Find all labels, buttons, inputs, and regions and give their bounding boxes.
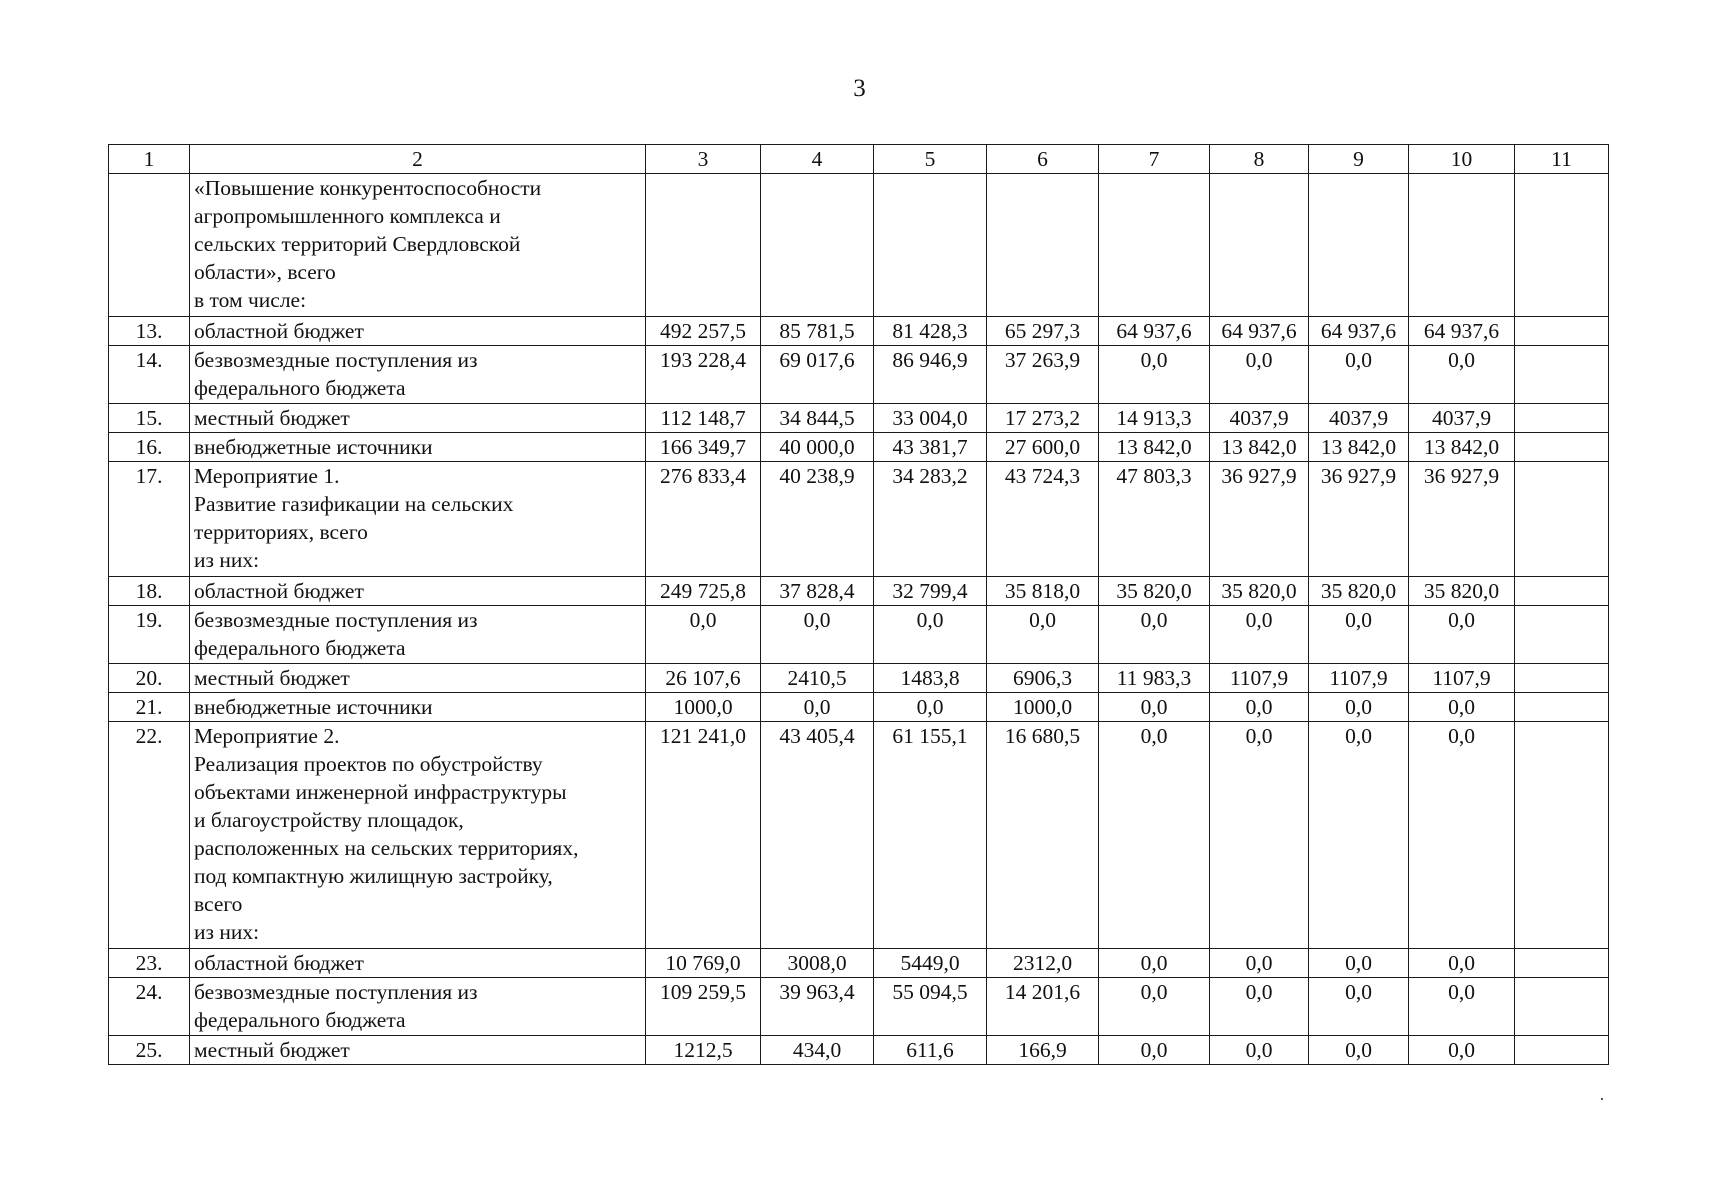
value-cell-col-11 [1515, 346, 1609, 404]
column-header-6: 6 [987, 145, 1099, 174]
value-cell-col-3: 492 257,5 [646, 317, 761, 346]
row-number: 18. [109, 577, 190, 606]
row-name [190, 606, 646, 664]
row-name-line: внебюджетные источники [194, 435, 433, 459]
row-name [190, 693, 646, 722]
value-cell-col-11 [1515, 462, 1609, 577]
row-name-line: объектами инженерной инфраструктуры [194, 780, 567, 804]
value-cell-col-10: 1107,9 [1409, 664, 1515, 693]
row-number: 22. [109, 722, 190, 949]
row-number: 16. [109, 433, 190, 462]
value-cell-col-3: 1212,5 [646, 1036, 761, 1065]
value-cell-col-10: 0,0 [1409, 949, 1515, 978]
value-cell-col-3: 26 107,6 [646, 664, 761, 693]
column-header-8: 8 [1210, 145, 1309, 174]
row-number: 15. [109, 404, 190, 433]
value-cell-col-8 [1210, 174, 1309, 317]
value-cell-col-8: 36 927,9 [1210, 462, 1309, 577]
value-cell-col-8: 35 820,0 [1210, 577, 1309, 606]
value-cell-col-5: 32 799,4 [874, 577, 987, 606]
value-cell-col-9: 13 842,0 [1309, 433, 1409, 462]
value-cell-col-5: 1483,8 [874, 664, 987, 693]
value-cell-col-5: 5449,0 [874, 949, 987, 978]
value-cell-col-8: 0,0 [1210, 978, 1309, 1036]
value-cell-col-6: 166,9 [987, 1036, 1099, 1065]
column-header-7: 7 [1099, 145, 1210, 174]
row-name-line: под компактную жилищную застройку, [194, 864, 553, 888]
value-cell-col-4: 43 405,4 [761, 722, 874, 949]
value-cell-col-7: 35 820,0 [1099, 577, 1210, 606]
value-cell-col-11 [1515, 577, 1609, 606]
row-name [190, 433, 646, 462]
value-cell-col-7: 64 937,6 [1099, 317, 1210, 346]
table-row [109, 693, 1609, 722]
row-name-line: Мероприятие 1. [194, 464, 340, 488]
value-cell-col-7: 0,0 [1099, 722, 1210, 949]
value-cell-col-5: 81 428,3 [874, 317, 987, 346]
row-name-line: агропромышленного комплекса и [194, 204, 501, 228]
value-cell-col-9: 1107,9 [1309, 664, 1409, 693]
value-cell-col-9: 0,0 [1309, 949, 1409, 978]
row-name-line: Развитие газификации на сельских [194, 492, 514, 516]
value-cell-col-8: 1107,9 [1210, 664, 1309, 693]
row-name-line: безвозмездные поступления из [194, 608, 478, 632]
row-name [190, 404, 646, 433]
value-cell-col-10: 0,0 [1409, 978, 1515, 1036]
value-cell-col-10: 4037,9 [1409, 404, 1515, 433]
table-row [109, 317, 1609, 346]
column-header-9: 9 [1309, 145, 1409, 174]
table-row [109, 462, 1609, 577]
value-cell-col-8: 0,0 [1210, 693, 1309, 722]
row-name-line: безвозмездные поступления из [194, 980, 478, 1004]
row-name-line: территориях, всего [194, 520, 368, 544]
value-cell-col-7: 13 842,0 [1099, 433, 1210, 462]
value-cell-col-8: 0,0 [1210, 1036, 1309, 1065]
row-name [190, 949, 646, 978]
value-cell-col-9: 36 927,9 [1309, 462, 1409, 577]
row-number: 23. [109, 949, 190, 978]
value-cell-col-9: 35 820,0 [1309, 577, 1409, 606]
value-cell-col-9: 0,0 [1309, 978, 1409, 1036]
value-cell-col-8: 64 937,6 [1210, 317, 1309, 346]
value-cell-col-5: 61 155,1 [874, 722, 987, 949]
value-cell-col-5: 55 094,5 [874, 978, 987, 1036]
value-cell-col-11 [1515, 174, 1609, 317]
row-name-line: расположенных на сельских территориях, [194, 836, 579, 860]
value-cell-col-8: 0,0 [1210, 606, 1309, 664]
value-cell-col-6: 17 273,2 [987, 404, 1099, 433]
row-number: 24. [109, 978, 190, 1036]
row-number: 14. [109, 346, 190, 404]
row-name-line: федерального бюджета [194, 636, 406, 660]
value-cell-col-3: 249 725,8 [646, 577, 761, 606]
value-cell-col-4 [761, 174, 874, 317]
value-cell-col-9: 0,0 [1309, 693, 1409, 722]
row-name-line: местный бюджет [194, 1038, 350, 1062]
value-cell-col-7: 0,0 [1099, 949, 1210, 978]
row-name [190, 577, 646, 606]
table-row [109, 577, 1609, 606]
value-cell-col-6: 14 201,6 [987, 978, 1099, 1036]
row-name-line: местный бюджет [194, 666, 350, 690]
value-cell-col-11 [1515, 978, 1609, 1036]
row-name-line: из них: [194, 920, 260, 944]
value-cell-col-9: 64 937,6 [1309, 317, 1409, 346]
value-cell-col-9: 0,0 [1309, 606, 1409, 664]
value-cell-col-3: 109 259,5 [646, 978, 761, 1036]
value-cell-col-3: 193 228,4 [646, 346, 761, 404]
value-cell-col-6: 35 818,0 [987, 577, 1099, 606]
row-name [190, 174, 646, 317]
value-cell-col-11 [1515, 722, 1609, 949]
value-cell-col-11 [1515, 606, 1609, 664]
row-name-line: области», всего [194, 260, 336, 284]
table-row [109, 664, 1609, 693]
row-name-line: в том числе: [194, 288, 307, 312]
value-cell-col-5: 0,0 [874, 606, 987, 664]
value-cell-col-8: 0,0 [1210, 949, 1309, 978]
value-cell-col-11 [1515, 433, 1609, 462]
value-cell-col-10 [1409, 174, 1515, 317]
row-name [190, 317, 646, 346]
table-row [109, 606, 1609, 664]
value-cell-col-6: 65 297,3 [987, 317, 1099, 346]
value-cell-col-7 [1099, 174, 1210, 317]
row-number: 17. [109, 462, 190, 577]
row-name-line: и благоустройству площадок, [194, 808, 464, 832]
value-cell-col-7: 0,0 [1099, 978, 1210, 1036]
value-cell-col-10: 36 927,9 [1409, 462, 1515, 577]
table-row [109, 1036, 1609, 1065]
row-name [190, 462, 646, 577]
value-cell-col-10: 0,0 [1409, 693, 1515, 722]
column-header-1: 1 [109, 145, 190, 174]
row-name-line: местный бюджет [194, 406, 350, 430]
row-name-line: областной бюджет [194, 319, 364, 343]
value-cell-col-7: 0,0 [1099, 1036, 1210, 1065]
value-cell-col-4: 37 828,4 [761, 577, 874, 606]
value-cell-col-6: 0,0 [987, 606, 1099, 664]
row-name-line: Мероприятие 2. [194, 724, 340, 748]
value-cell-col-4: 39 963,4 [761, 978, 874, 1036]
row-number: 21. [109, 693, 190, 722]
value-cell-col-6: 1000,0 [987, 693, 1099, 722]
value-cell-col-10: 13 842,0 [1409, 433, 1515, 462]
value-cell-col-8: 4037,9 [1210, 404, 1309, 433]
value-cell-col-10: 64 937,6 [1409, 317, 1515, 346]
value-cell-col-8: 13 842,0 [1210, 433, 1309, 462]
value-cell-col-3 [646, 174, 761, 317]
row-name-line: из них: [194, 548, 260, 572]
table-row [109, 346, 1609, 404]
row-name-line: Реализация проектов по обустройству [194, 752, 543, 776]
value-cell-col-4: 69 017,6 [761, 346, 874, 404]
value-cell-col-6: 6906,3 [987, 664, 1099, 693]
value-cell-col-3: 10 769,0 [646, 949, 761, 978]
value-cell-col-10: 0,0 [1409, 1036, 1515, 1065]
value-cell-col-8: 0,0 [1210, 346, 1309, 404]
column-header-10: 10 [1409, 145, 1515, 174]
row-name-line: федерального бюджета [194, 1008, 406, 1032]
row-number: 13. [109, 317, 190, 346]
value-cell-col-4: 40 238,9 [761, 462, 874, 577]
value-cell-col-9 [1309, 174, 1409, 317]
value-cell-col-5: 86 946,9 [874, 346, 987, 404]
value-cell-col-7: 47 803,3 [1099, 462, 1210, 577]
value-cell-col-4: 34 844,5 [761, 404, 874, 433]
table-row [109, 949, 1609, 978]
column-header-2: 2 [190, 145, 646, 174]
row-name-line: областной бюджет [194, 951, 364, 975]
row-number: 19. [109, 606, 190, 664]
scan-dot [1601, 1098, 1603, 1100]
value-cell-col-11 [1515, 664, 1609, 693]
row-name [190, 722, 646, 949]
row-number: 20. [109, 664, 190, 693]
value-cell-col-6: 27 600,0 [987, 433, 1099, 462]
value-cell-col-7: 11 983,3 [1099, 664, 1210, 693]
column-header-3: 3 [646, 145, 761, 174]
value-cell-col-9: 0,0 [1309, 1036, 1409, 1065]
value-cell-col-6: 2312,0 [987, 949, 1099, 978]
row-name [190, 664, 646, 693]
row-name-line: безвозмездные поступления из [194, 348, 478, 372]
row-name [190, 346, 646, 404]
table-row [109, 404, 1609, 433]
value-cell-col-5: 43 381,7 [874, 433, 987, 462]
value-cell-col-6: 16 680,5 [987, 722, 1099, 949]
value-cell-col-5: 34 283,2 [874, 462, 987, 577]
value-cell-col-11 [1515, 949, 1609, 978]
value-cell-col-5: 611,6 [874, 1036, 987, 1065]
value-cell-col-9: 0,0 [1309, 346, 1409, 404]
value-cell-col-9: 0,0 [1309, 722, 1409, 949]
value-cell-col-5: 0,0 [874, 693, 987, 722]
table-row [109, 722, 1609, 949]
value-cell-col-6 [987, 174, 1099, 317]
value-cell-col-3: 276 833,4 [646, 462, 761, 577]
value-cell-col-11 [1515, 404, 1609, 433]
value-cell-col-8: 0,0 [1210, 722, 1309, 949]
row-name-line: федерального бюджета [194, 376, 406, 400]
value-cell-col-5 [874, 174, 987, 317]
value-cell-col-3: 166 349,7 [646, 433, 761, 462]
value-cell-col-6: 37 263,9 [987, 346, 1099, 404]
value-cell-col-10: 0,0 [1409, 346, 1515, 404]
value-cell-col-11 [1515, 1036, 1609, 1065]
row-name [190, 1036, 646, 1065]
table-row [109, 174, 1609, 317]
header-row [109, 145, 1609, 174]
value-cell-col-6: 43 724,3 [987, 462, 1099, 577]
value-cell-col-3: 112 148,7 [646, 404, 761, 433]
row-name-line: сельских территорий Свердловской [194, 232, 521, 256]
budget-table [108, 144, 1609, 1065]
page-number: 3 [853, 75, 866, 102]
value-cell-col-3: 121 241,0 [646, 722, 761, 949]
column-header-11: 11 [1515, 145, 1609, 174]
value-cell-col-4: 85 781,5 [761, 317, 874, 346]
column-header-5: 5 [874, 145, 987, 174]
row-number: 25. [109, 1036, 190, 1065]
row-name-line: «Повышение конкурентоспособности [194, 176, 542, 200]
value-cell-col-4: 3008,0 [761, 949, 874, 978]
value-cell-col-11 [1515, 693, 1609, 722]
value-cell-col-10: 35 820,0 [1409, 577, 1515, 606]
row-name [190, 978, 646, 1036]
value-cell-col-5: 33 004,0 [874, 404, 987, 433]
value-cell-col-10: 0,0 [1409, 722, 1515, 949]
value-cell-col-7: 0,0 [1099, 693, 1210, 722]
value-cell-col-7: 14 913,3 [1099, 404, 1210, 433]
value-cell-col-11 [1515, 317, 1609, 346]
row-name-line: внебюджетные источники [194, 695, 433, 719]
value-cell-col-7: 0,0 [1099, 606, 1210, 664]
row-name-line: всего [194, 892, 243, 916]
value-cell-col-9: 4037,9 [1309, 404, 1409, 433]
value-cell-col-4: 434,0 [761, 1036, 874, 1065]
value-cell-col-10: 0,0 [1409, 606, 1515, 664]
row-name-line: областной бюджет [194, 579, 364, 603]
row-number [109, 174, 190, 317]
value-cell-col-4: 0,0 [761, 606, 874, 664]
column-header-4: 4 [761, 145, 874, 174]
table-row [109, 433, 1609, 462]
value-cell-col-4: 2410,5 [761, 664, 874, 693]
value-cell-col-7: 0,0 [1099, 346, 1210, 404]
value-cell-col-3: 1000,0 [646, 693, 761, 722]
value-cell-col-4: 40 000,0 [761, 433, 874, 462]
table-row [109, 978, 1609, 1036]
value-cell-col-3: 0,0 [646, 606, 761, 664]
value-cell-col-4: 0,0 [761, 693, 874, 722]
